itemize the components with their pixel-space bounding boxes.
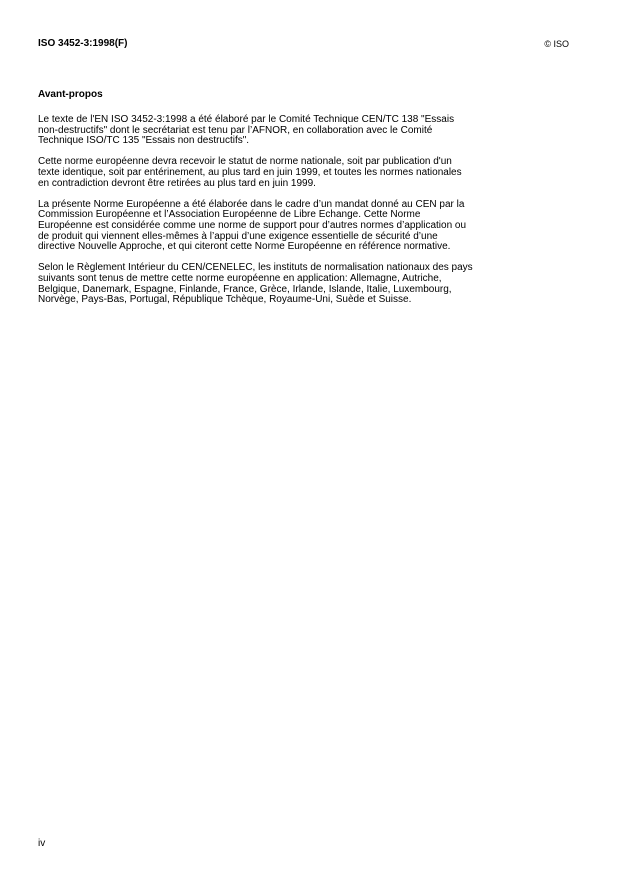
paragraph-line: Le texte de l'EN ISO 3452-3:1998 a été élaboré par le Comité Technique CEN/TC 138 "Essais <box>38 114 455 125</box>
paragraph-line: Européenne est considérée comme une norme de support pour d’autres normes d’application ou <box>38 219 467 231</box>
paragraph-4 <box>38 263 598 305</box>
document-id: ISO 3452-3:1998(F) <box>38 38 128 49</box>
paragraph-line: Cette norme européenne devra recevoir le statut de norme nationale, soit par publication d'un <box>38 156 452 168</box>
body-text <box>38 115 598 316</box>
paragraph-line: Technique ISO/TC 135 "Essais non destructifs". <box>38 135 250 147</box>
paragraph-1 <box>38 115 598 147</box>
section-title: Avant-propos <box>38 89 103 100</box>
paragraph-line: texte identique, soit par entérinement, au plus tard en juin 1999, et toutes les normes nationales <box>38 166 462 178</box>
paragraph-line: en contradiction devront être retirées au plus tard en juin 1999. <box>38 177 316 189</box>
paragraph-line: La présente Norme Européenne a été élaborée dans le cadre d’un mandat donné au CEN par la <box>38 198 465 210</box>
paragraph-line: Belgique, Danemark, Espagne, Finlande, France, Grèce, Irlande, Islande, Italie, Luxembourg, <box>38 283 452 295</box>
paragraph-line: non-destructifs" dont le secrétariat est tenu par l’AFNOR, en collaboration avec le Comité <box>38 124 433 136</box>
paragraph-line: Norvège, Pays-Bas, Portugal, République Tchèque, Royaume-Uni, Suède et Suisse. <box>38 294 412 306</box>
copyright-notice: © ISO <box>544 39 569 49</box>
paragraph-3 <box>38 200 598 253</box>
paragraph-line: de produit qui viennent elles-mêmes à l’appui d’une exigence essentielle de sécurité d’une <box>38 230 438 242</box>
paragraph-line: Selon le Règlement Intérieur du CEN/CENELEC, les instituts de normalisation nationaux des pays <box>38 262 473 274</box>
paragraph-line: Commission Européenne et l’Association Européenne de Libre Echange. Cette Norme <box>38 209 421 221</box>
paragraph-line: suivants sont tenus de mettre cette norme européenne en application: Allemagne, Autriche, <box>38 272 442 284</box>
page-number: iv <box>38 838 46 849</box>
paragraph-2 <box>38 157 598 189</box>
paragraph-line: directive Nouvelle Approche, et qui citeront cette Norme Européenne en référence normative. <box>38 241 451 253</box>
